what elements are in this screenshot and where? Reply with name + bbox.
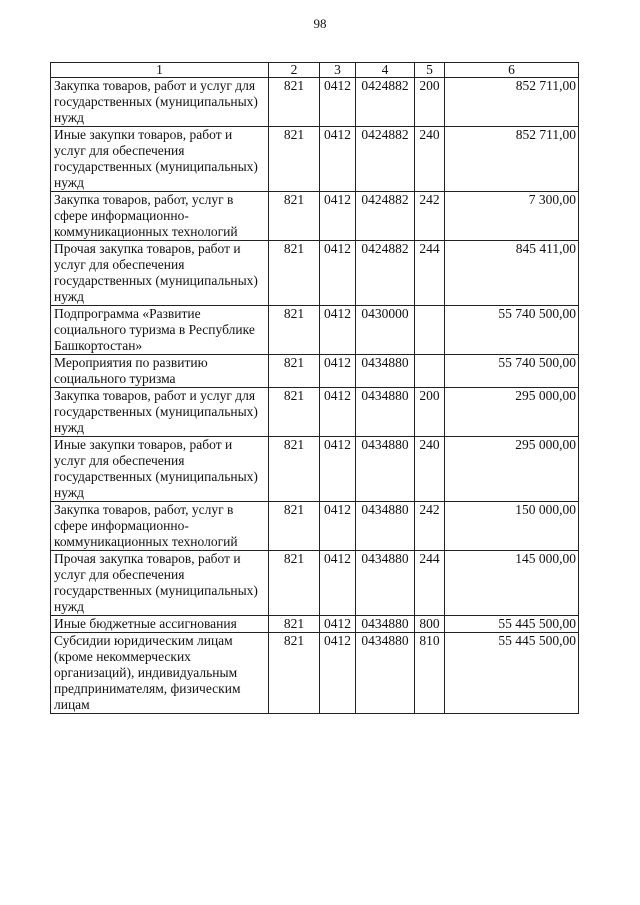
target-code: 0434880 (356, 437, 415, 502)
header-cell: 3 (320, 63, 356, 78)
expense-type: 810 (415, 633, 445, 714)
amount: 145 000,00 (445, 551, 579, 616)
row-name: Закупка товаров, работ и услуг для государственных (муниципальных) нужд (51, 78, 269, 127)
target-code: 0424882 (356, 192, 415, 241)
row-name: Иные бюджетные ассигнования (51, 616, 269, 633)
admin-code: 821 (269, 633, 320, 714)
amount: 55 445 500,00 (445, 633, 579, 714)
expense-type: 800 (415, 616, 445, 633)
row-name: Иные закупки товаров, работ и услуг для обеспечения государственных (муниципальных) нужд (51, 437, 269, 502)
page-number: 98 (313, 16, 327, 31)
target-code: 0430000 (356, 306, 415, 355)
section-code: 0412 (320, 127, 356, 192)
section-code: 0412 (320, 437, 356, 502)
admin-code: 821 (269, 355, 320, 388)
row-name: Мероприятия по развитию социального туризма (51, 355, 269, 388)
expense-type: 200 (415, 388, 445, 437)
admin-code: 821 (269, 306, 320, 355)
amount: 845 411,00 (445, 241, 579, 306)
section-code: 0412 (320, 502, 356, 551)
table-row (51, 633, 579, 714)
expense-type: 244 (415, 551, 445, 616)
expense-type (415, 306, 445, 355)
admin-code: 821 (269, 192, 320, 241)
target-code: 0434880 (356, 633, 415, 714)
row-name: Прочая закупка товаров, работ и услуг для обеспечения государственных (муниципальных) нужд (51, 241, 269, 306)
row-name: Иные закупки товаров, работ и услуг для обеспечения государственных (муниципальных) нужд (51, 127, 269, 192)
amount: 55 445 500,00 (445, 616, 579, 633)
row-name: Закупка товаров, работ, услуг в сфере информационно-коммуникационных технологий (51, 502, 269, 551)
header-cell: 2 (269, 63, 320, 78)
section-code: 0412 (320, 551, 356, 616)
row-name: Прочая закупка товаров, работ и услуг для обеспечения государственных (муниципальных) нужд (51, 551, 269, 616)
section-code: 0412 (320, 306, 356, 355)
expense-type: 242 (415, 502, 445, 551)
table-row (51, 616, 579, 633)
amount: 852 711,00 (445, 78, 579, 127)
section-code: 0412 (320, 388, 356, 437)
section-code: 0412 (320, 192, 356, 241)
table-row (51, 388, 579, 437)
expense-type (415, 355, 445, 388)
admin-code: 821 (269, 127, 320, 192)
row-name: Субсидии юридическим лицам (кроме некоммерческих организаций), индивидуальным предпринимателям, физическим лицам (51, 633, 269, 714)
expense-type: 200 (415, 78, 445, 127)
row-name: Закупка товаров, работ, услуг в сфере информационно-коммуникационных технологий (51, 192, 269, 241)
expense-type: 240 (415, 437, 445, 502)
row-name: Подпрограмма «Развитие социального туризма в Республике Башкортостан» (51, 306, 269, 355)
budget-table (50, 62, 579, 714)
target-code: 0424882 (356, 78, 415, 127)
target-code: 0434880 (356, 502, 415, 551)
section-code: 0412 (320, 355, 356, 388)
amount: 852 711,00 (445, 127, 579, 192)
target-code: 0434880 (356, 355, 415, 388)
admin-code: 821 (269, 551, 320, 616)
table-header-row (51, 63, 579, 78)
section-code: 0412 (320, 241, 356, 306)
admin-code: 821 (269, 388, 320, 437)
table-row (51, 437, 579, 502)
header-cell: 5 (415, 63, 445, 78)
section-code: 0412 (320, 78, 356, 127)
expense-type: 240 (415, 127, 445, 192)
table-row (51, 241, 579, 306)
expense-type: 242 (415, 192, 445, 241)
table-row (51, 127, 579, 192)
expense-type: 244 (415, 241, 445, 306)
amount: 295 000,00 (445, 437, 579, 502)
target-code: 0424882 (356, 241, 415, 306)
admin-code: 821 (269, 616, 320, 633)
table-row (51, 355, 579, 388)
row-name: Закупка товаров, работ и услуг для государственных (муниципальных) нужд (51, 388, 269, 437)
table-row (51, 306, 579, 355)
target-code: 0434880 (356, 616, 415, 633)
table-row (51, 551, 579, 616)
header-cell: 6 (445, 63, 579, 78)
admin-code: 821 (269, 437, 320, 502)
admin-code: 821 (269, 502, 320, 551)
table-row (51, 502, 579, 551)
amount: 7 300,00 (445, 192, 579, 241)
header-cell: 1 (51, 63, 269, 78)
header-cell: 4 (356, 63, 415, 78)
section-code: 0412 (320, 633, 356, 714)
target-code: 0424882 (356, 127, 415, 192)
table-row (51, 78, 579, 127)
table-row (51, 192, 579, 241)
amount: 295 000,00 (445, 388, 579, 437)
target-code: 0434880 (356, 388, 415, 437)
section-code: 0412 (320, 616, 356, 633)
amount: 55 740 500,00 (445, 306, 579, 355)
amount: 150 000,00 (445, 502, 579, 551)
admin-code: 821 (269, 78, 320, 127)
amount: 55 740 500,00 (445, 355, 579, 388)
target-code: 0434880 (356, 551, 415, 616)
admin-code: 821 (269, 241, 320, 306)
